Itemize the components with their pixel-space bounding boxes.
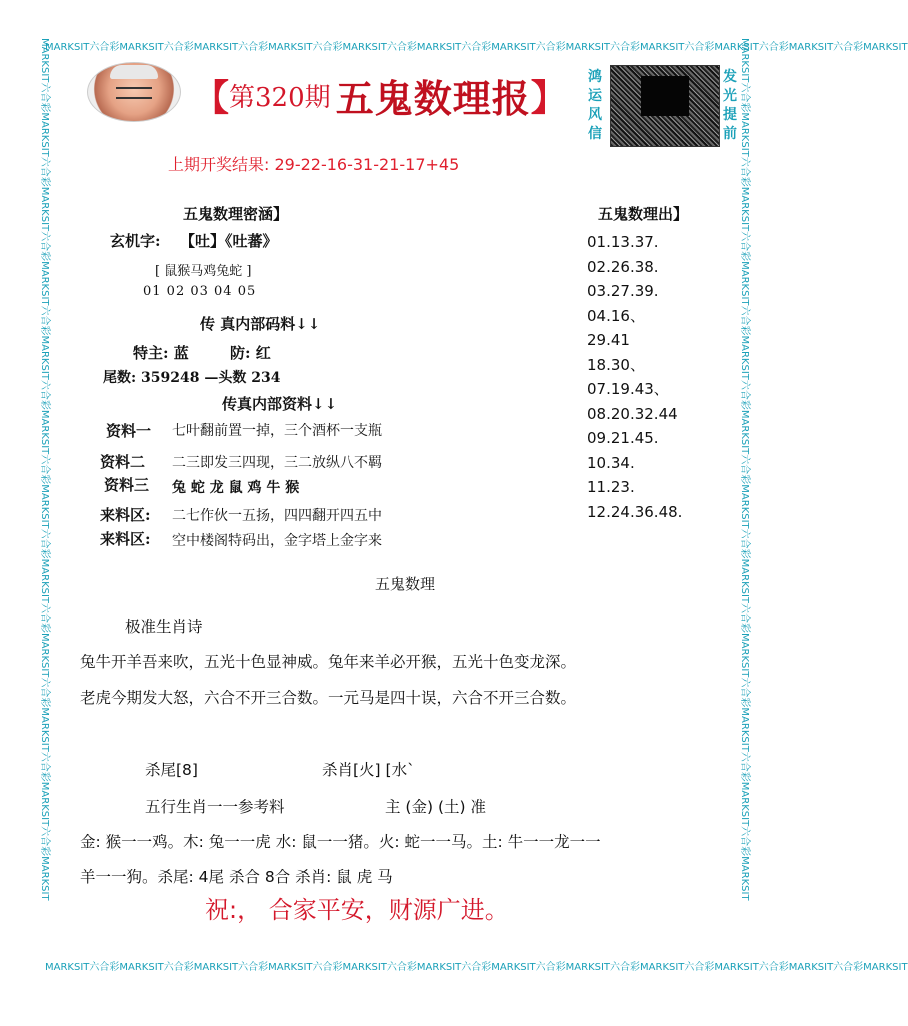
laiaoqu2-label: 来料区: <box>100 530 151 548</box>
data2-value: 二三即发三四现，三二放纵八不羁 <box>172 455 382 471</box>
list-item: 03.27.39. <box>587 282 659 300</box>
poem-title: 极准生肖诗 <box>125 618 203 636</box>
avatar <box>87 62 181 122</box>
numbers-line: 01 02 03 04 05 <box>143 284 257 299</box>
list-item: 04.16、 <box>587 306 645 325</box>
blessing: 祝:， 合家平安，财源广进。 <box>205 896 509 924</box>
page-title <box>193 68 567 123</box>
list-item: 11.23. <box>587 478 635 496</box>
list-item: 08.20.32.44 <box>587 404 678 423</box>
data3-value: 兔 蛇 龙 鼠 鸡 牛 猴 <box>172 480 300 496</box>
wuxing-label: 五行生肖一一参考料 <box>145 798 285 816</box>
qr-code-center <box>641 76 689 116</box>
xuanji-value: 【吐】《吐蕃》 <box>180 232 278 250</box>
vertical-label-left: 鸿 运 风 信 <box>588 69 602 142</box>
title-text: 五鬼数理报 <box>335 76 531 121</box>
list-item: 01.13.37. <box>587 233 659 251</box>
watermark-border-left-text: MARKSIT六合彩MARKSIT六合彩MARKSIT六合彩MARKSIT六合彩MARKSIT六合彩MARKSIT六合彩MARKSIT六合彩MARKSIT六合彩MARKSIT六合彩MARKSIT六合彩MARKSIT六合彩MARKSIT <box>39 38 50 901</box>
list-item: 29.41 <box>587 331 630 349</box>
watermark-border-top: MARKSIT六合彩MARKSIT六合彩MARKSIT六合彩MARKSIT六合彩MARKSIT六合彩MARKSIT六合彩MARKSIT六合彩MARKSIT六合彩MARKSIT六合彩MARKSIT六合彩MARKSIT六合彩MARKSIT <box>45 42 908 53</box>
list-item: 07.19.43、 <box>587 380 669 398</box>
title-bracket-left: 【 <box>193 77 230 119</box>
issue-number: 第320期 <box>229 83 331 113</box>
laiaoqu2-value: 空中楼阁特码出，金字塔上金字来 <box>172 533 382 549</box>
fax-heading: 传 真内部码料↓↓ <box>200 315 321 333</box>
laiaoqu1-value: 二七作伙一五扬，四四翻开四五中 <box>172 508 382 524</box>
watermark-border-left <box>39 38 56 973</box>
watermark-border-right-text: MARKSIT六合彩MARKSIT六合彩MARKSIT六合彩MARKSIT六合彩MARKSIT六合彩MARKSIT六合彩MARKSIT六合彩MARKSIT六合彩MARKSIT六合彩MARKSIT六合彩MARKSIT六合彩MARKSIT <box>739 38 750 901</box>
fax-heading-2: 传真内部资料↓↓ <box>222 395 338 413</box>
avatar-hair <box>110 65 158 79</box>
laiaoqu1-label: 来料区: <box>100 506 151 524</box>
poem-line-2: 老虎今期发大怒，六合不开三合数。一元马是四十误，六合不开三合数。 <box>80 689 577 707</box>
kill-tail: 杀尾[8] <box>145 761 198 779</box>
tail-numbers: 尾数: 359248 —头数 234 <box>103 370 281 386</box>
watermark-border-right <box>739 38 756 973</box>
zodiac-line: [ 鼠猴马鸡兔蛇 ] <box>155 264 252 279</box>
list-item: 02.26.38. <box>587 257 659 276</box>
list-item: 09.21.45. <box>587 429 659 447</box>
last-draw-result: 上期开奖结果: 29-22-16-31-21-17+45 <box>168 155 460 174</box>
qr-code-image <box>610 65 720 147</box>
vertical-label-right: 发 光 提 前 <box>723 69 737 142</box>
special-guard: 防: 红 <box>230 344 271 362</box>
data3-label: 资料三 <box>104 476 150 494</box>
kill-zodiac: 杀肖[火] [水` <box>322 761 415 779</box>
avatar-glasses <box>116 87 152 99</box>
section-title: 五鬼数理 <box>375 575 436 593</box>
list-item: 10.34. <box>587 453 635 472</box>
data1-label: 资料一 <box>106 422 152 440</box>
xuanji-label: 玄机字: <box>110 232 161 250</box>
data1-value: 七叶翻前置一掉，三个酒杯一支瓶 <box>172 423 382 439</box>
special-main: 特主: 蓝 <box>133 344 189 362</box>
elements-line-2: 羊一一狗。杀尾: 4尾 杀合 8合 杀肖: 鼠 虎 马 <box>80 868 393 886</box>
elements-line-1: 金: 猴一一鸡。木: 兔一一虎 水: 鼠一一猪。火: 蛇一一马。土: 牛一一龙一一 <box>80 833 601 851</box>
list-item: 12.24.36.48. <box>587 502 683 521</box>
right-section-heading: 五鬼数理出】 <box>598 205 689 223</box>
wuxing-main: 主 (金) (土) 准 <box>385 798 486 816</box>
watermark-border-bottom: MARKSIT六合彩MARKSIT六合彩MARKSIT六合彩MARKSIT六合彩MARKSIT六合彩MARKSIT六合彩MARKSIT六合彩MARKSIT六合彩MARKSIT六合彩MARKSIT六合彩MARKSIT六合彩MARKSIT <box>45 962 908 973</box>
list-item: 18.30、 <box>587 355 645 374</box>
poem-line-1: 兔牛开羊吾来吹，五光十色显神威。兔年来羊必开猴，五光十色变龙深。 <box>80 653 577 671</box>
data2-label: 资料二 <box>100 453 146 471</box>
title-bracket-right: 】 <box>530 77 567 119</box>
number-group-list <box>587 230 682 524</box>
left-section-heading: 五鬼数理密涵】 <box>183 205 289 223</box>
